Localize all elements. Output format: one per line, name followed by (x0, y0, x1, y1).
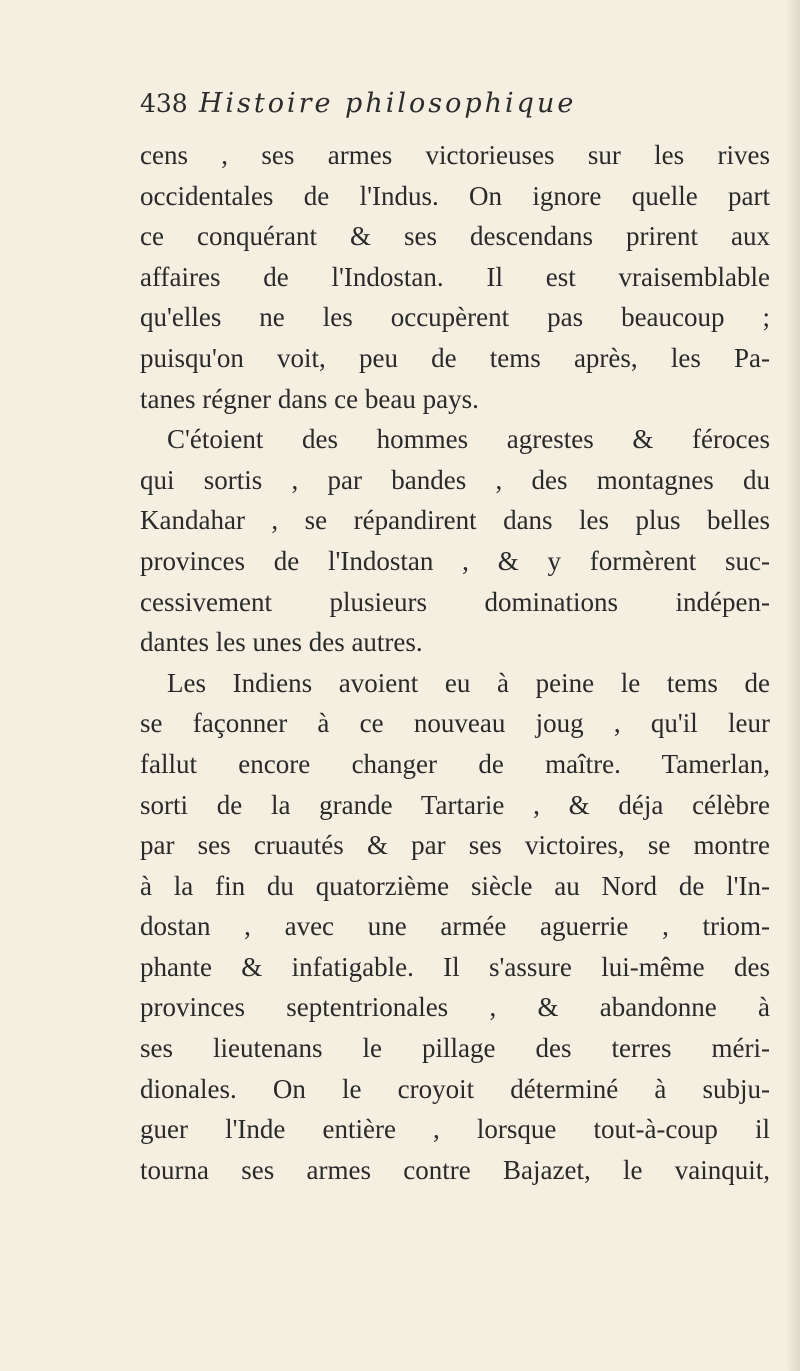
text-line: puisqu'on voit, peu de tems après, les Pa- (140, 342, 770, 373)
body-text (140, 135, 770, 1190)
text-line: à la fin du quatorzième siècle au Nord de l'In- (140, 870, 770, 901)
page-number: 438 (140, 89, 188, 118)
text-line: occidentales de l'Indus. On ignore quelle part (140, 180, 770, 211)
text-line: provinces septentrionales , & abandonne à (140, 992, 770, 1023)
text-line: par ses cruautés & par ses victoires, se montre (140, 830, 770, 861)
text-line: fallut encore changer de maître. Tamerlan, (140, 748, 770, 779)
paragraph-3 (140, 663, 770, 1191)
text-line: qu'elles ne les occupèrent pas beaucoup ; (140, 302, 770, 333)
text-line: qui sortis , par bandes , des montagnes du (140, 464, 770, 495)
text-line: provinces de l'Indostan , & y formèrent suc- (140, 545, 770, 576)
text-line: dionales. On le croyoit déterminé à subju- (140, 1073, 770, 1104)
text-line: guer l'Inde entière , lorsque tout-à-coup il (140, 1114, 770, 1145)
text-line: cessivement plusieurs dominations indépen- (140, 586, 770, 617)
text-line: ses lieutenans le pillage des terres méri- (140, 1033, 770, 1064)
text-line: C'étoient des hommes agrestes & féroces (167, 424, 770, 455)
text-line: phante & infatigable. Il s'assure lui-même des (140, 951, 770, 982)
paragraph-1 (140, 135, 770, 419)
text-line: sorti de la grande Tartarie , & déja célèbre (140, 789, 770, 820)
text-line: dostan , avec une armée aguerrie , triom- (140, 911, 770, 942)
text-line: tourna ses armes contre Bajazet, le vainquit, (140, 1154, 770, 1185)
paragraph-2 (140, 419, 770, 663)
text-line: Les Indiens avoient eu à peine le tems de (167, 667, 770, 698)
text-line: cens , ses armes victorieuses sur les rives (140, 140, 770, 170)
text-line: dantes les unes des autres. (140, 627, 423, 658)
text-line: affaires de l'Indostan. Il est vraisemblable (140, 261, 770, 292)
text-line: se façonner à ce nouveau joug , qu'il leur (140, 708, 770, 739)
running-title: Histoire philosophique (198, 88, 577, 119)
text-line: tanes régner dans ce beau pays. (140, 383, 479, 414)
page-header (140, 88, 576, 134)
text-line: ce conquérant & ses descendans prirent aux (140, 221, 770, 252)
text-line: Kandahar , se répandirent dans les plus belles (140, 505, 770, 536)
page-edge-shadow (786, 0, 800, 1371)
